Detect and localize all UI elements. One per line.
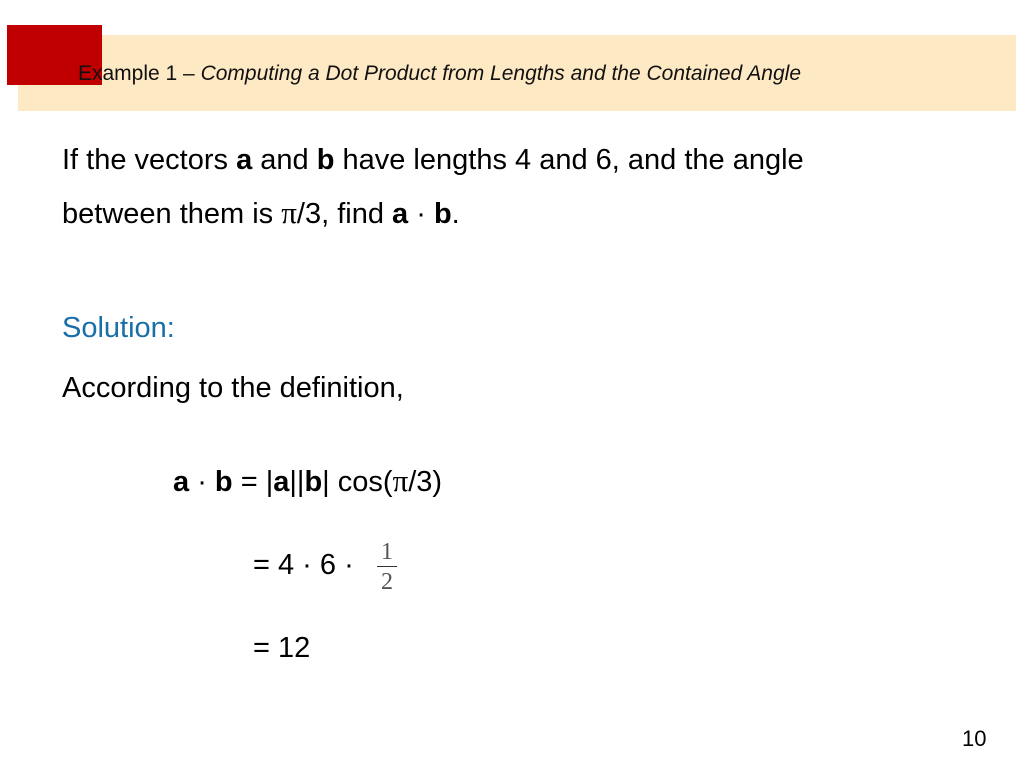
vector-a: a [273, 466, 290, 498]
dot-operator: · [189, 466, 215, 498]
pi-symbol: π [392, 463, 409, 498]
problem-text: between them is [62, 198, 282, 230]
equation-text: | cos( [322, 466, 393, 498]
equation-line-1 [173, 463, 442, 499]
problem-line-1 [62, 144, 804, 177]
vector-b: b [433, 198, 452, 230]
vector-a: a [236, 144, 253, 176]
vector-b: b [304, 466, 323, 498]
equation-line-3: = 12 [253, 632, 311, 664]
vector-b: b [214, 466, 233, 498]
problem-text: /3, find [296, 198, 393, 230]
problem-text: and [252, 144, 317, 176]
title-prefix: Example 1 – [78, 62, 201, 85]
pi-symbol: π [281, 195, 297, 230]
problem-line-2 [62, 195, 460, 231]
dot-operator: · [408, 198, 434, 230]
fraction-one-half [375, 540, 399, 594]
problem-text: have lengths 4 and 6, and the angle [334, 144, 804, 176]
slide-title [78, 62, 801, 86]
fraction-denominator: 2 [381, 569, 393, 595]
definition-text: According to the definition, [62, 372, 404, 404]
equation-text: = | [232, 466, 274, 498]
problem-text: . [451, 198, 460, 230]
problem-text: If the vectors [62, 144, 237, 176]
title-main: Computing a Dot Product from Lengths and the Contained Angle [200, 62, 802, 85]
equation-line-2: = 4 · 6 · [253, 549, 354, 581]
page-number: 10 [962, 726, 987, 751]
solution-label: Solution: [62, 312, 175, 344]
equation-text: || [289, 466, 305, 498]
fraction-numerator: 1 [381, 539, 393, 565]
vector-a: a [392, 198, 409, 230]
vector-b: b [316, 144, 335, 176]
equation-text: /3) [408, 466, 443, 498]
vector-a: a [173, 466, 190, 498]
